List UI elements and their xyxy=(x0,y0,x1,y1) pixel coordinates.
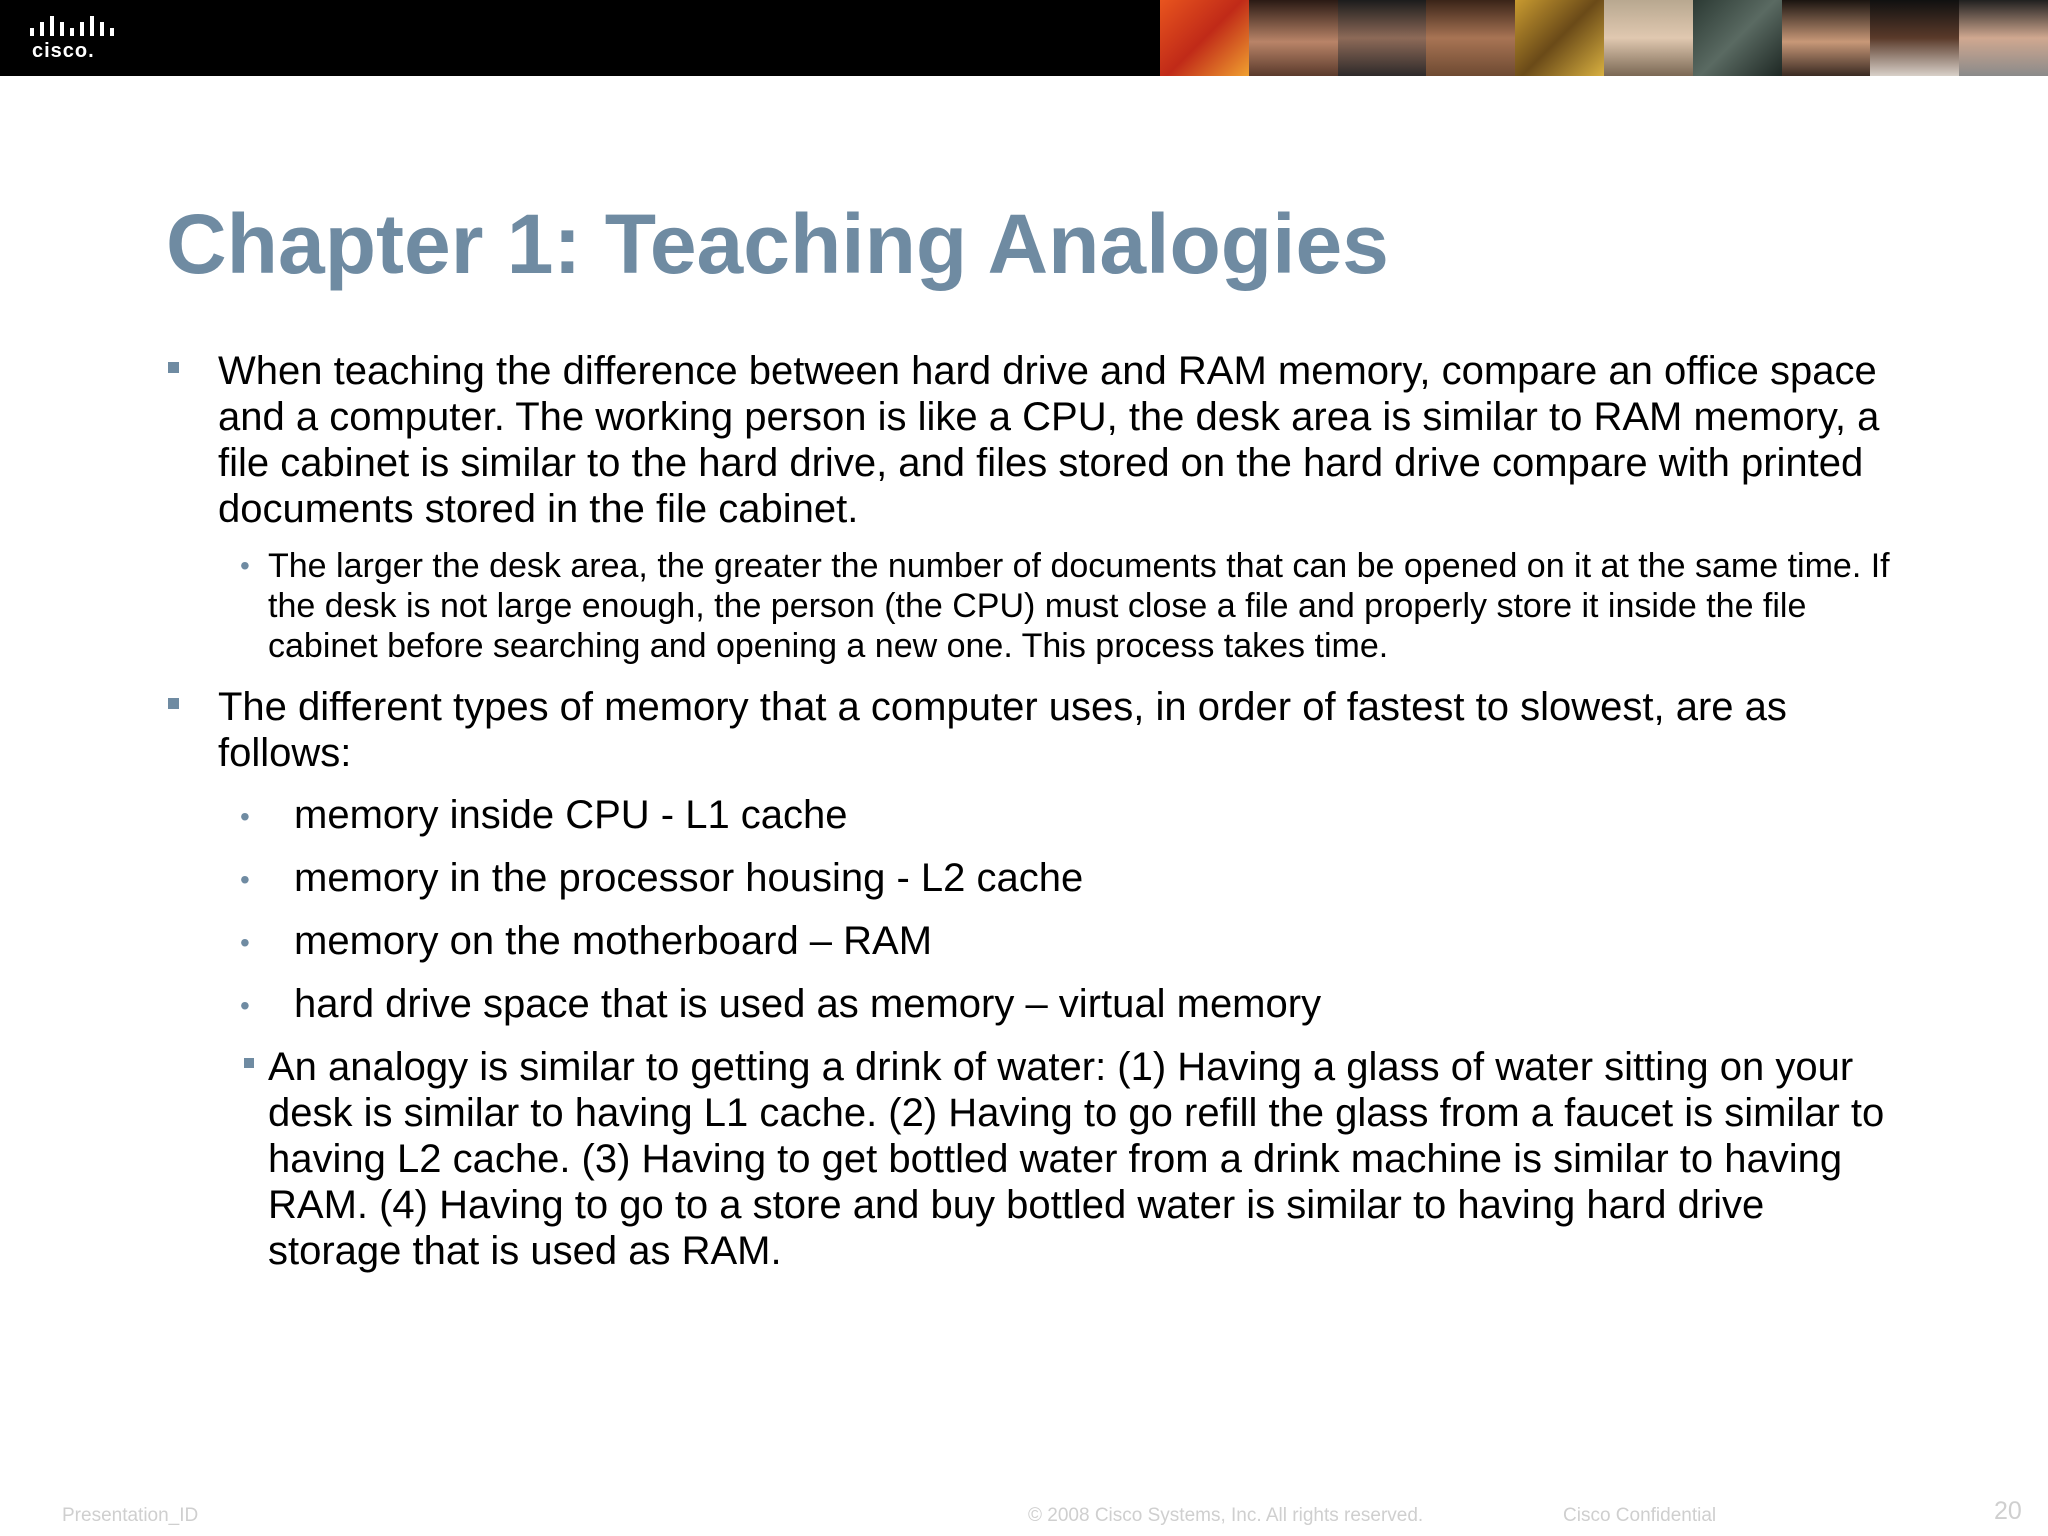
list-item xyxy=(166,792,1906,838)
cisco-logo-text: cisco. xyxy=(32,40,95,62)
list-item-text: memory on the motherboard – RAM xyxy=(294,919,933,963)
cisco-logo xyxy=(30,14,126,64)
bullet-memory-types xyxy=(166,684,1906,776)
page-number: 20 xyxy=(1994,1497,2022,1525)
square-bullet-icon xyxy=(168,698,179,709)
square-bullet-icon xyxy=(244,1058,254,1068)
bullet-text: When teaching the difference between hard drive and RAM memory, compare an office space and a computer. The working person is like a CPU, the desk area is similar to RAM memory, a file cabinet is similar to the hard drive, and files stored on the hard drive compare with printed documents stored in the file cabinet. xyxy=(218,349,1880,531)
photo-person xyxy=(1782,0,1871,76)
list-item xyxy=(166,918,1906,964)
header-photo-strip xyxy=(1160,0,2048,76)
memory-types-list xyxy=(166,792,1906,1027)
photo-person xyxy=(1249,0,1338,76)
list-item-text: memory in the processor housing - L2 cache xyxy=(294,856,1084,900)
cisco-bars-icon xyxy=(30,14,114,40)
photo-person xyxy=(1426,0,1515,76)
list-item-text: memory inside CPU - L1 cache xyxy=(294,793,848,837)
slide-title: Chapter 1: Teaching Analogies xyxy=(166,197,1389,291)
header-bar xyxy=(0,0,2048,76)
dot-bullet-icon: • xyxy=(240,801,250,832)
photo-person xyxy=(1604,0,1693,76)
photo-person xyxy=(1338,0,1427,76)
sub-bullet-text: The larger the desk area, the greater the number of documents that can be opened on it at the same time. If the desk is not large enough, the person (the CPU) must close a file and properly store it inside the file cabinet before searching and opening a new one. This process takes time. xyxy=(268,547,1890,665)
dot-bullet-icon: • xyxy=(240,864,250,895)
photo-person xyxy=(1959,0,2048,76)
sub-bullet-text: An analogy is similar to getting a drink of water: (1) Having a glass of water sitting on your desk is similar to having L1 cache. (2) Having to go refill the glass from a faucet is similar to having L2 cache. (3) Having to get bottled water from a drink machine is similar to having RAM. (4) Having to go to a store and buy bottled water is similar to having hard drive storage that is used as RAM. xyxy=(268,1045,1885,1273)
dot-bullet-icon: • xyxy=(240,550,250,581)
dot-bullet-icon: • xyxy=(240,990,250,1021)
photo-pattern xyxy=(1515,0,1604,76)
list-item-text: hard drive space that is used as memory – virtual memory xyxy=(294,982,1322,1026)
sub-bullet-desk-area xyxy=(166,546,1906,666)
list-item xyxy=(166,855,1906,901)
photo-person xyxy=(1870,0,1959,76)
sub-bullet-water-analogy xyxy=(166,1044,1906,1274)
photo-mosaic xyxy=(1160,0,1249,76)
slide-content xyxy=(166,348,1906,1274)
square-bullet-icon xyxy=(168,362,179,373)
dot-bullet-icon: • xyxy=(240,927,250,958)
footer-presentation-id: Presentation_ID xyxy=(62,1505,199,1526)
footer-confidential: Cisco Confidential xyxy=(1563,1505,1717,1526)
footer-copyright: © 2008 Cisco Systems, Inc. All rights reserved. xyxy=(1028,1505,1424,1526)
bullet-text: The different types of memory that a computer uses, in order of fastest to slowest, are as follows: xyxy=(218,685,1787,775)
list-item xyxy=(166,981,1906,1027)
bullet-office-analogy xyxy=(166,348,1906,532)
photo-chalkboard xyxy=(1693,0,1782,76)
